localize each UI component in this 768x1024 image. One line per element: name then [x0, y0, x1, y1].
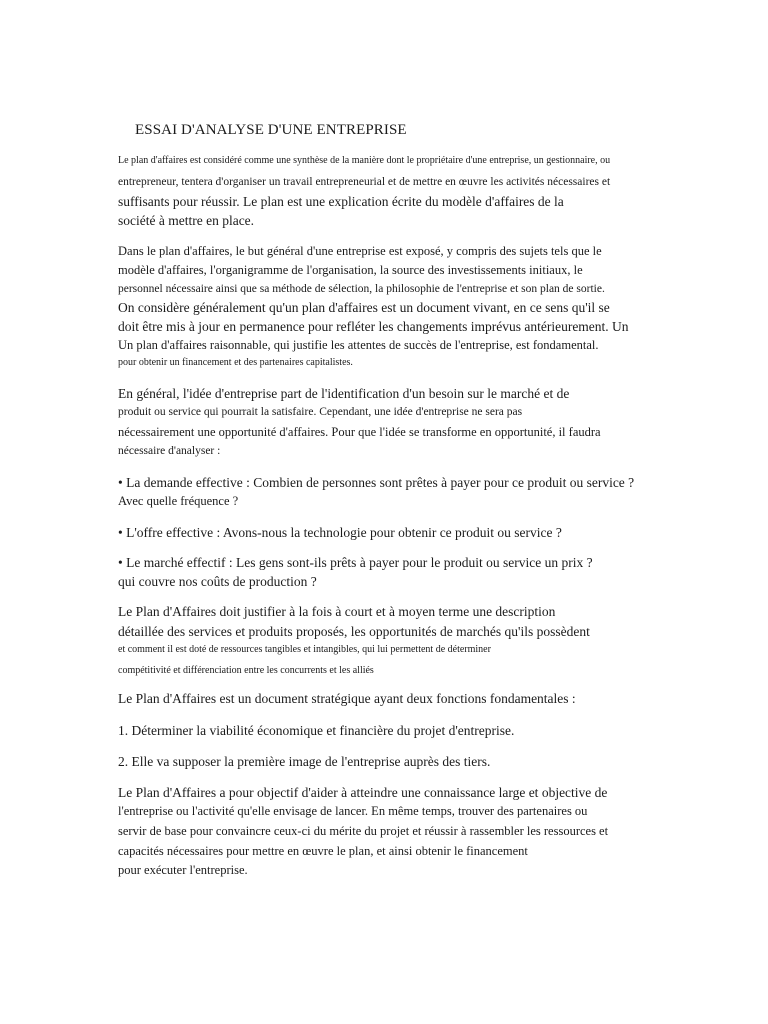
text-line: nécessairement une opportunité d'affaires. Pour que l'idée se transforme en opportunité, il faudra	[118, 425, 601, 439]
text-line: société à mettre en place.	[118, 213, 255, 228]
text-line: • La demande effective : Combien de personnes sont prêtes à payer pour ce produit ou service ?	[118, 475, 635, 490]
bullet-offer	[118, 524, 562, 541]
text-line: • Le marché effectif : Les gens sont-ils prêts à payer pour le produit ou service un prix ?	[118, 555, 593, 570]
text-line: nécessaire d'analyser :	[118, 445, 221, 457]
text-line: En général, l'idée d'entreprise part de l'identification d'un besoin sur le marché et de	[118, 386, 570, 401]
text-line: entrepreneur, tentera d'organiser un travail entrepreneurial et de mettre en œuvre les activités nécessaires et	[118, 176, 611, 188]
paragraph-business-idea	[118, 385, 601, 459]
text-line: servir de base pour convaincre ceux-ci du mérite du projet et réussir à rassembler les ressources et	[118, 824, 609, 838]
text-line: et comment il est doté de ressources tangibles et intangibles, qui lui permettent de déterminer	[118, 644, 491, 655]
text-line: Dans le plan d'affaires, le but général d'une entreprise est exposé, y compris des sujets tels que le	[118, 244, 602, 258]
text-line: doit être mis à jour en permanence pour refléter les changements imprévus antérieurement. Un	[118, 319, 629, 334]
text-line: modèle d'affaires, l'organigramme de l'organisation, la source des investissements initiaux, le	[118, 263, 583, 277]
paragraph-justification	[118, 603, 590, 678]
text-line: capacités nécessaires pour mettre en œuvre le plan, et ainsi obtenir le financement	[118, 844, 528, 858]
paragraph-plan-contents	[118, 243, 629, 370]
text-line: l'entreprise ou l'activité qu'elle envisage de lancer. En même temps, trouver des partenaires ou	[118, 804, 588, 818]
text-line: On considère généralement qu'un plan d'affaires est un document vivant, en ce sens qu'il se	[118, 300, 610, 315]
document-title: ESSAI D'ANALYSE D'UNE ENTREPRISE	[135, 122, 407, 138]
intro-paragraph	[118, 154, 610, 229]
text-line: détaillée des services et produits proposés, les opportunités de marchés qu'ils possèdent	[118, 624, 590, 639]
text-line: suffisants pour réussir. Le plan est une explication écrite du modèle d'affaires de la	[118, 194, 564, 209]
text-line: personnel nécessaire ainsi que sa méthode de sélection, la philosophie de l'entreprise et son plan de sortie.	[118, 283, 605, 295]
text-line: Le Plan d'Affaires doit justifier à la fois à court et à moyen terme une description	[118, 604, 556, 619]
text-line: Un plan d'affaires raisonnable, qui justifie les attentes de succès de l'entreprise, est fondamental.	[118, 338, 599, 352]
text-line: • L'offre effective : Avons-nous la technologie pour obtenir ce produit ou service ?	[118, 525, 562, 540]
text-line: Le plan d'affaires est considéré comme une synthèse de la manière dont le propriétaire d'une entreprise, un gestionnaire, ou	[118, 155, 611, 166]
text-line: qui couvre nos coûts de production ?	[118, 574, 317, 589]
bullet-demand	[118, 474, 634, 510]
text-line: 2. Elle va supposer la première image de l'entreprise auprès des tiers.	[118, 754, 491, 769]
paragraph-objective	[118, 784, 608, 879]
text-line: Le Plan d'Affaires a pour objectif d'aider à atteindre une connaissance large et objective de	[118, 785, 608, 800]
text-line: compétitivité et différenciation entre les concurrents et les alliés	[118, 665, 374, 676]
numbered-item-first-image	[118, 753, 490, 770]
text-line: pour obtenir un financement et des partenaires capitalistes.	[118, 357, 353, 368]
text-line: Avec quelle fréquence ?	[118, 494, 239, 508]
bullet-market	[118, 554, 593, 590]
text-line: 1. Déterminer la viabilité économique et financière du projet d'entreprise.	[118, 723, 515, 738]
numbered-item-viability	[118, 722, 514, 739]
text-line: produit ou service qui pourrait la satisfaire. Cependant, une idée d'entreprise ne sera pas	[118, 406, 523, 418]
text-line: pour exécuter l'entreprise.	[118, 863, 248, 877]
paragraph-strategic-document	[118, 690, 576, 707]
text-line: Le Plan d'Affaires est un document stratégique ayant deux fonctions fondamentales :	[118, 691, 576, 706]
